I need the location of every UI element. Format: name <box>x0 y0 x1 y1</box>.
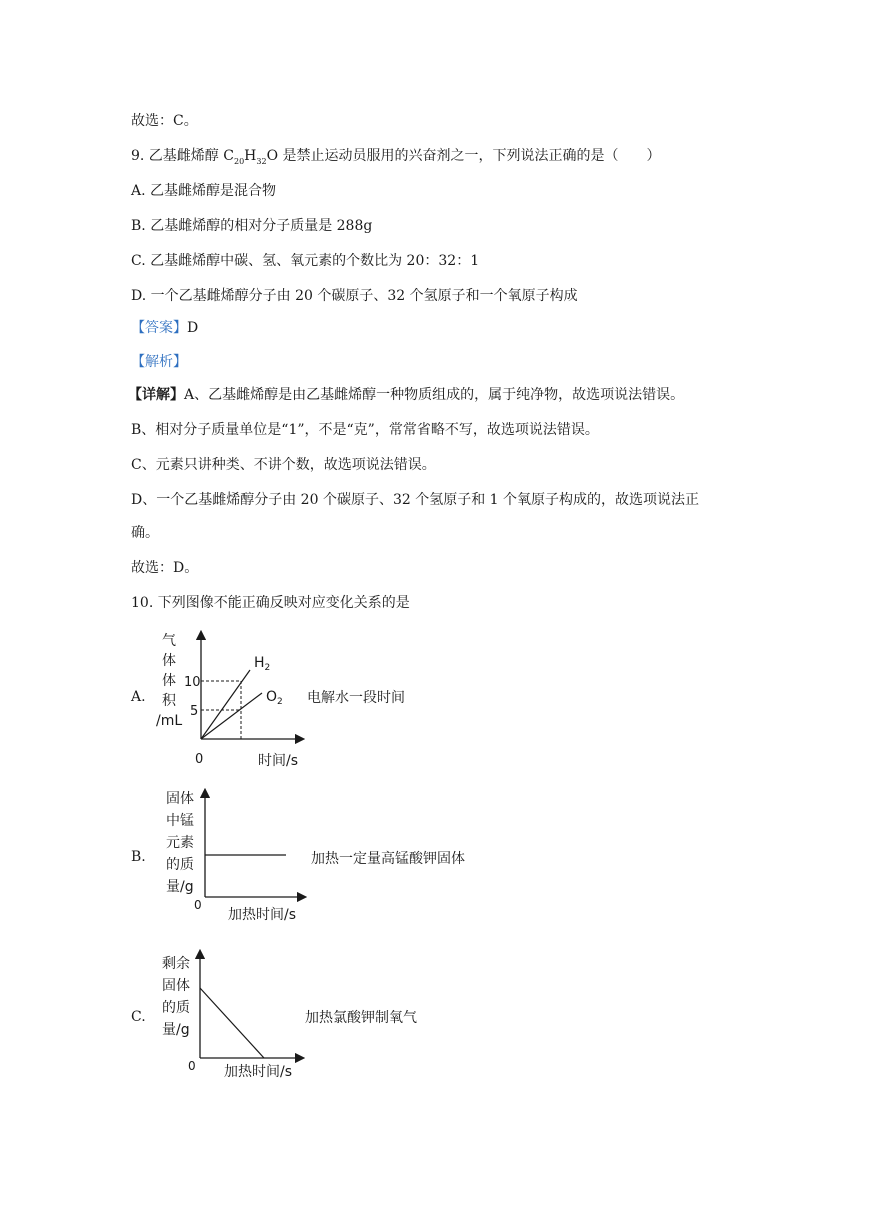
question-9-option-c: C. 乙基雌烯醇中碳、氢、氧元素的个数比为 20：32：1 <box>131 253 480 269</box>
option-b-ylabel-2: 中锰 <box>166 813 194 829</box>
option-c-ylabel-3: 的质 <box>162 1000 190 1016</box>
question-9-option-a: A. 乙基雌烯醇是混合物 <box>131 183 277 199</box>
option-a-o2-line <box>201 693 262 739</box>
option-a-h2-line <box>201 670 250 739</box>
detail-d-line2: 确。 <box>131 525 159 541</box>
option-a-tick-10: 10 <box>184 675 201 690</box>
option-b-ylabel-3: 元素 <box>166 835 194 851</box>
option-a-ylabel-2: 体 <box>162 653 176 669</box>
option-c-xlabel: 加热时间/s <box>224 1064 293 1080</box>
option-a-tick-5: 5 <box>190 704 199 719</box>
question-9-stem: 9. 乙基雌烯醇 $C_{20}H_{32}O$ 是禁止运动员服用的兴奋剂之一，下列说法正确的是（ ） <box>131 148 661 166</box>
option-c-ylabel-2: 固体 <box>162 978 190 994</box>
option-c-ylabel-1: 剩余 <box>162 956 190 972</box>
option-a-graph <box>150 625 310 775</box>
option-b-ylabel-5: 量/g <box>166 879 194 895</box>
answer-tag: 【答案】 <box>131 320 187 336</box>
question-10-stem: 10. 下列图像不能正确反映对应变化关系的是 <box>131 595 410 611</box>
option-b-ylabel-1: 固体 <box>166 791 194 807</box>
option-a-label: A. <box>131 689 146 705</box>
option-c-graph <box>158 948 318 1088</box>
option-b-graph <box>160 785 320 930</box>
option-a-desc: 电解水一段时间 <box>307 690 405 706</box>
option-b-label: B. <box>131 849 146 865</box>
detail-d-line1: D、一个乙基雌烯醇分子由 20 个碳原子、32 个氢原子和 1 个氧原子构成的，故选项说法正 <box>131 492 700 508</box>
answer-line <box>131 318 198 338</box>
option-a-ylabel-3: 体 <box>162 673 176 689</box>
question-9-option-b: B. 乙基雌烯醇的相对分子质量是 288g <box>131 218 373 234</box>
detail-b: B、相对分子质量单位是“1”，不是“克”，常常省略不写，故选项说法错误。 <box>131 422 599 438</box>
option-c-label: C. <box>131 1009 146 1025</box>
option-a-o2-label: $O_2$ <box>266 689 283 707</box>
option-b-ylabel-4: 的质 <box>166 857 194 873</box>
choose-d-line: 故选：D。 <box>131 560 199 576</box>
option-a-origin: 0 <box>195 752 204 767</box>
detail-c: C、元素只讲种类、不讲个数，故选项说法错误。 <box>131 457 436 473</box>
option-c-desc: 加热氯酸钾制氧气 <box>305 1010 417 1026</box>
detail-a: 【详解】A、乙基雌烯醇是由乙基雌烯醇一种物质组成的，属于纯净物，故选项说法错误。 <box>128 387 685 403</box>
option-c-mass-line <box>200 988 264 1058</box>
option-b-origin: 0 <box>194 898 202 912</box>
detail-tag: 【详解】 <box>128 387 184 403</box>
option-a-xlabel: 时间/s <box>258 753 299 769</box>
option-a-ylabel-4: 积 <box>162 693 176 709</box>
option-b-xlabel: 加热时间/s <box>228 907 297 923</box>
option-a-ylabel-1: 气 <box>162 633 176 649</box>
answer-value: D <box>187 320 199 336</box>
analysis-tag: 【解析】 <box>131 354 187 370</box>
option-c-ylabel-4: 量/g <box>162 1022 190 1038</box>
option-b-desc: 加热一定量高锰酸钾固体 <box>311 851 465 867</box>
option-a-ylabel-5: /mL <box>156 713 183 729</box>
option-c-origin: 0 <box>188 1059 196 1073</box>
question-9-option-d: D. 一个乙基雌烯醇分子由 20 个碳原子、32 个氢原子和一个氧原子构成 <box>131 288 578 304</box>
option-a-h2-label: $H_2$ <box>254 655 271 673</box>
prev-answer-line: 故选：C。 <box>131 113 198 129</box>
